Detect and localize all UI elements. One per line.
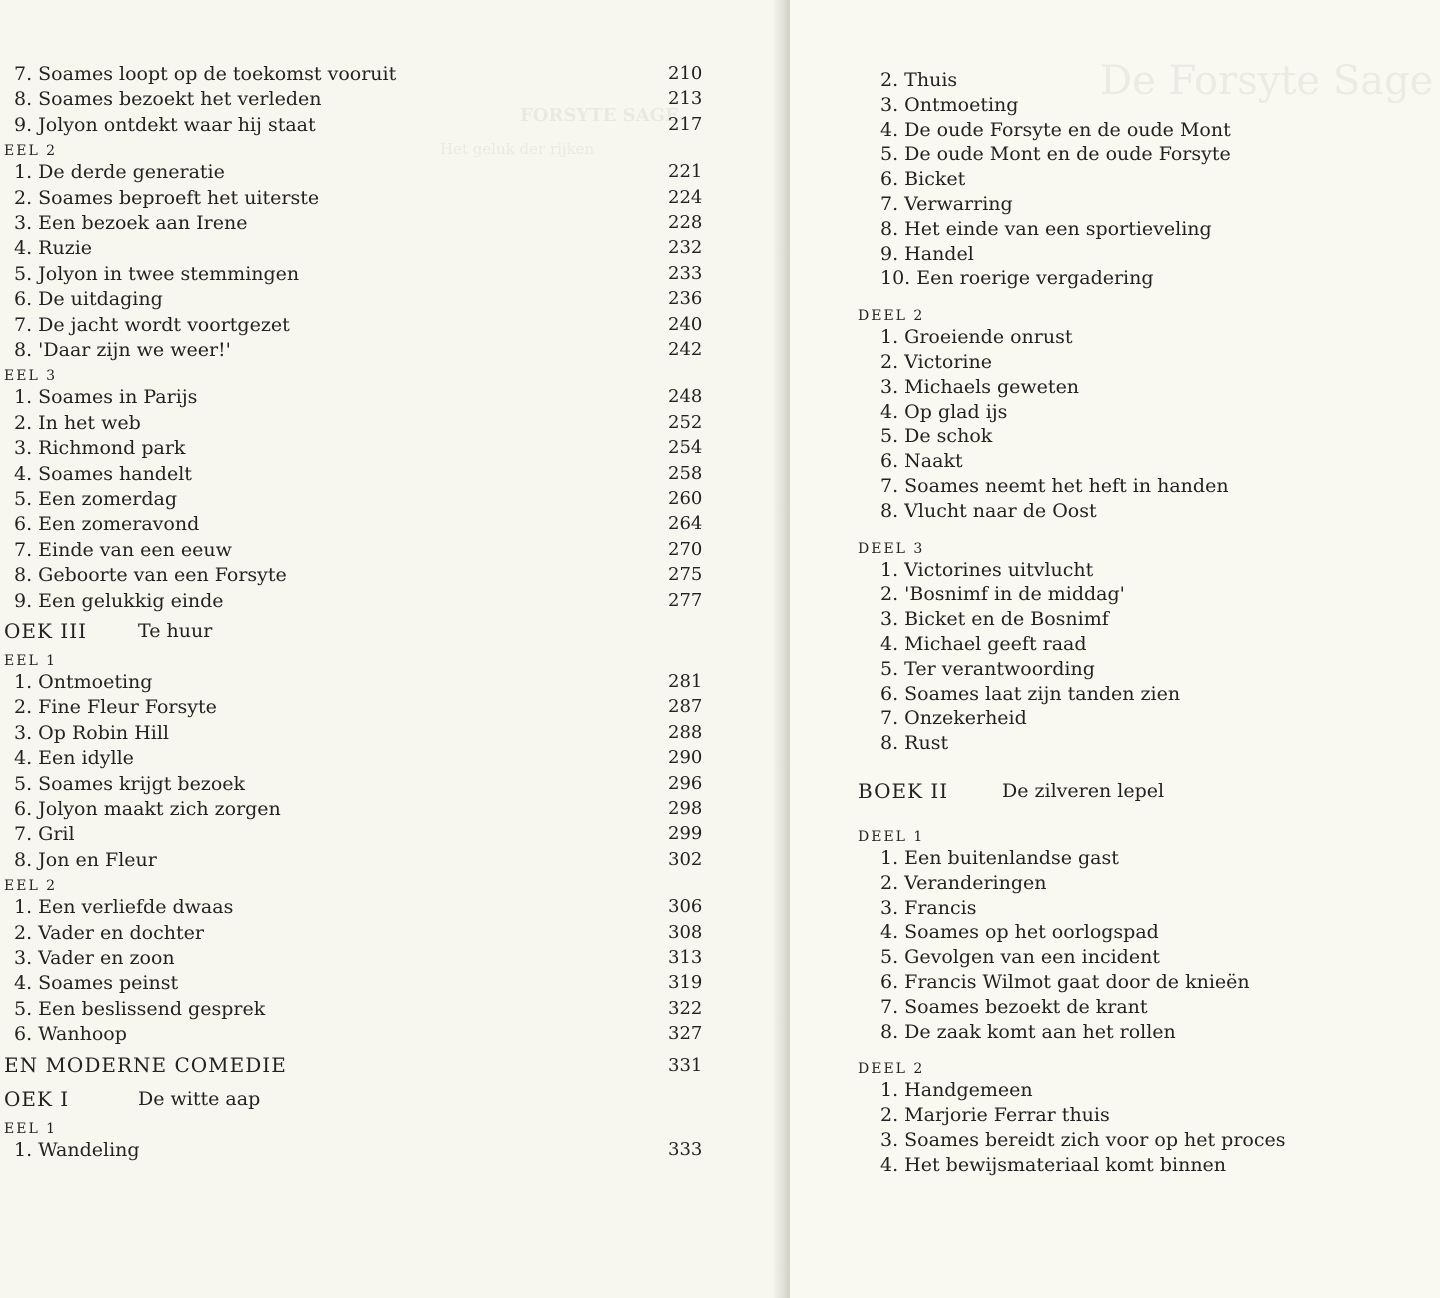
page-number: 258 bbox=[668, 462, 703, 484]
toc-entry: 8. De zaak komt aan het rollen bbox=[880, 1020, 1176, 1043]
page-number: 210 bbox=[668, 63, 703, 84]
toc-entry: 4. Ruzie bbox=[14, 237, 93, 260]
page-number: 228 bbox=[668, 212, 703, 233]
page-number: 288 bbox=[668, 721, 703, 743]
toc-entry: 8. 'Daar zijn we weer!' bbox=[14, 339, 231, 361]
section-heading: EEL 1 bbox=[4, 653, 58, 669]
page-number: 232 bbox=[668, 237, 703, 259]
toc-entry: 3. Michaels geweten bbox=[880, 375, 1080, 398]
toc-entry: 2. Victorine bbox=[880, 351, 992, 373]
page-number: 302 bbox=[668, 848, 703, 870]
page-number: 281 bbox=[668, 671, 703, 692]
page-number: 213 bbox=[668, 88, 703, 110]
toc-entry: 6. Een zomeravond bbox=[14, 513, 200, 536]
page-number: 260 bbox=[668, 488, 703, 509]
page-number: 252 bbox=[668, 411, 703, 433]
toc-entry: 2. 'Bosnimf in de middag' bbox=[880, 583, 1125, 606]
toc-entry: 2. Soames beproeft het uiterste bbox=[14, 186, 320, 209]
section-heading: DEEL 2 bbox=[858, 1061, 925, 1078]
page-number: 290 bbox=[668, 747, 703, 769]
toc-entry: 6. Soames laat zijn tanden zien bbox=[880, 682, 1181, 705]
book-title: De witte aap bbox=[138, 1087, 261, 1110]
toc-entry: 5. Jolyon in twee stemmingen bbox=[14, 262, 300, 285]
toc-entry: 8. Geboorte van een Forsyte bbox=[14, 564, 287, 587]
toc-entry: 5. De oude Mont en de oude Forsyte bbox=[880, 143, 1231, 166]
page-number: 275 bbox=[668, 564, 703, 586]
toc-entry: 1. Soames in Parijs bbox=[14, 386, 198, 409]
toc-entry: 3. Vader en zoon bbox=[14, 947, 175, 969]
toc-entry: 5. De schok bbox=[880, 425, 993, 448]
toc-entry: 2. Vader en dochter bbox=[14, 921, 204, 944]
toc-entry: 4. De oude Forsyte en de oude Mont bbox=[880, 118, 1231, 141]
toc-entry: 2. Veranderingen bbox=[880, 871, 1047, 894]
page-number: 270 bbox=[668, 538, 703, 560]
book-heading: EN MODERNE COMEDIE bbox=[4, 1052, 287, 1077]
section-heading: DEEL 1 bbox=[858, 829, 925, 845]
page-number: 248 bbox=[668, 386, 703, 408]
page-number: 299 bbox=[668, 823, 703, 845]
book-title: De zilveren lepel bbox=[1002, 780, 1165, 802]
toc-entry: 3. Richmond park bbox=[14, 437, 186, 460]
section-heading: DEEL 3 bbox=[858, 540, 925, 557]
section-heading: EEL 1 bbox=[4, 1120, 58, 1137]
toc-entry: 7. Einde van een eeuw bbox=[14, 538, 232, 561]
right-page bbox=[790, 0, 1440, 1298]
toc-entry: 1. Victorines uitvlucht bbox=[880, 558, 1094, 581]
toc-entry: 3. Francis bbox=[880, 896, 977, 919]
toc-entry: 9. Handel bbox=[880, 242, 974, 265]
bleed-through-heading: De Forsyte Sage bbox=[1100, 58, 1434, 104]
toc-entry: 6. Jolyon maakt zich zorgen bbox=[14, 798, 281, 820]
toc-entry: 3. Ontmoeting bbox=[880, 93, 1019, 116]
bleed-through-title: FORSYTE SAGE bbox=[520, 105, 679, 126]
toc-entry: 3. Op Robin Hill bbox=[14, 721, 170, 744]
toc-entry: 3. Een bezoek aan Irene bbox=[14, 212, 248, 234]
toc-entry: 7. Gril bbox=[14, 823, 75, 846]
page-number: 313 bbox=[668, 947, 703, 968]
toc-entry: 7. Onzekerheid bbox=[880, 707, 1027, 730]
book-heading: OEK I bbox=[4, 1086, 70, 1111]
page-number: 333 bbox=[668, 1138, 703, 1160]
toc-entry: 1. De derde generatie bbox=[14, 161, 225, 184]
book-heading: BOEK II bbox=[858, 779, 949, 803]
toc-entry: 5. Een beslissend gesprek bbox=[14, 997, 266, 1020]
toc-entry: 5. Ter verantwoording bbox=[880, 657, 1095, 680]
toc-entry: 6. Naakt bbox=[880, 450, 963, 473]
page-number: 221 bbox=[668, 161, 703, 183]
toc-entry: 1. Een verliefde dwaas bbox=[14, 896, 234, 919]
book-title: Te huur bbox=[138, 620, 213, 642]
toc-entry: 4. Michael geeft raad bbox=[880, 633, 1087, 655]
page-number: 236 bbox=[668, 288, 703, 310]
toc-entry: 7. Soames loopt op de toekomst vooruit bbox=[14, 63, 397, 85]
toc-entry: 2. Fine Fleur Forsyte bbox=[14, 696, 217, 719]
toc-entry: 8. Vlucht naar de Oost bbox=[880, 499, 1097, 522]
toc-entry: 1. Een buitenlandse gast bbox=[880, 847, 1119, 869]
page-number: 224 bbox=[668, 186, 703, 208]
page-number: 287 bbox=[668, 696, 703, 718]
page-number: 308 bbox=[668, 921, 703, 943]
toc-entry: 5. Soames krijgt bezoek bbox=[14, 772, 246, 795]
page-number: 331 bbox=[668, 1054, 703, 1076]
toc-entry: 1. Ontmoeting bbox=[14, 671, 153, 693]
bleed-through-subtitle: Het geluk der rijken bbox=[440, 140, 595, 158]
toc-entry: 3. Bicket en de Bosnimf bbox=[880, 608, 1109, 631]
section-heading: EEL 3 bbox=[4, 368, 58, 385]
page-number: 242 bbox=[668, 339, 703, 360]
page-number: 254 bbox=[668, 437, 703, 459]
page-number: 298 bbox=[668, 798, 703, 819]
page-number: 240 bbox=[668, 313, 703, 335]
book-heading: OEK III bbox=[4, 619, 87, 643]
toc-entry: 8. Rust bbox=[880, 732, 949, 755]
toc-entry: 10. Een roerige vergadering bbox=[880, 267, 1154, 290]
page-number: 327 bbox=[668, 1023, 703, 1045]
page-number: 217 bbox=[668, 113, 703, 135]
toc-entry: 8. Het einde van een sportieveling bbox=[880, 217, 1212, 240]
toc-entry: 2. In het web bbox=[14, 411, 141, 434]
section-heading: EEL 2 bbox=[4, 878, 58, 895]
page-number: 277 bbox=[668, 589, 703, 611]
toc-entry: 6. Francis Wilmot gaat door de knieën bbox=[880, 971, 1250, 993]
toc-entry: 4. Op glad ijs bbox=[880, 400, 1008, 423]
toc-entry: 9. Een gelukkig einde bbox=[14, 589, 224, 612]
toc-entry: 1. Groeiende onrust bbox=[880, 326, 1073, 349]
toc-entry: 6. Bicket bbox=[880, 168, 966, 191]
toc-entry: 4. Soames handelt bbox=[14, 462, 192, 485]
page-number: 319 bbox=[668, 972, 703, 994]
toc-entry: 8. Jon en Fleur bbox=[14, 848, 157, 871]
toc-entry: 7. Soames bezoekt de krant bbox=[880, 995, 1148, 1018]
toc-entry: 7. Verwarring bbox=[880, 193, 1013, 215]
page-number: 296 bbox=[668, 772, 703, 794]
page-number: 306 bbox=[668, 896, 703, 918]
page-number: 322 bbox=[668, 997, 703, 1019]
section-heading: DEEL 2 bbox=[858, 308, 925, 325]
toc-entry: 1. Handgemeen bbox=[880, 1079, 1033, 1102]
toc-entry: 4. Een idylle bbox=[14, 747, 134, 770]
toc-entry: 4. Soames peinst bbox=[14, 972, 179, 995]
toc-entry: 6. De uitdaging bbox=[14, 288, 163, 311]
toc-entry: 5. Gevolgen van een incident bbox=[880, 946, 1160, 969]
toc-entry: 4. Soames op het oorlogspad bbox=[880, 921, 1159, 944]
toc-entry: 7. Soames neemt het heft in handen bbox=[880, 475, 1229, 497]
toc-entry: 2. Marjorie Ferrar thuis bbox=[880, 1104, 1110, 1127]
toc-entry: 3. Soames bereidt zich voor op het proces bbox=[880, 1129, 1286, 1151]
toc-entry: 6. Wanhoop bbox=[14, 1023, 127, 1046]
page-number: 233 bbox=[668, 262, 703, 284]
page-number: 264 bbox=[668, 513, 703, 535]
toc-entry: 8. Soames bezoekt het verleden bbox=[14, 88, 322, 111]
toc-entry: 9. Jolyon ontdekt waar hij staat bbox=[14, 113, 316, 136]
toc-entry: 7. De jacht wordt voortgezet bbox=[14, 313, 290, 336]
toc-entry: 2. Thuis bbox=[880, 69, 958, 91]
toc-entry: 4. Het bewijsmateriaal komt binnen bbox=[880, 1153, 1227, 1176]
toc-entry: 5. Een zomerdag bbox=[14, 488, 178, 510]
toc-entry: 1. Wandeling bbox=[14, 1138, 140, 1161]
section-heading: EEL 2 bbox=[4, 143, 58, 160]
